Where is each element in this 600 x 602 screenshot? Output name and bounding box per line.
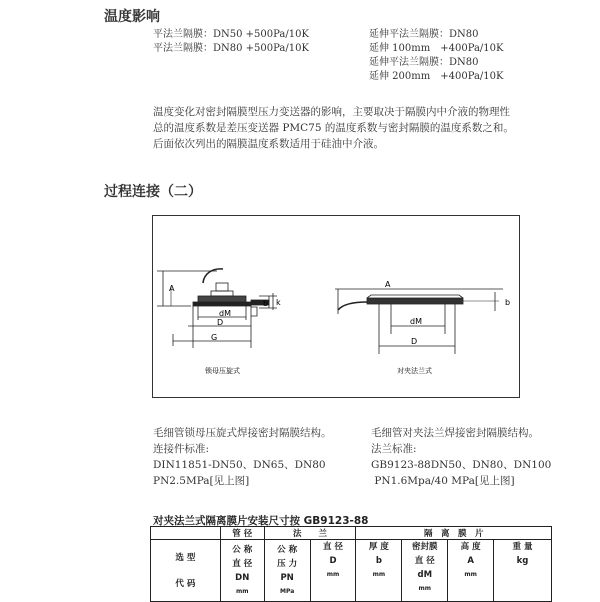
- connection-diagram: [153, 216, 519, 397]
- desc-line: 连接件标准:: [153, 443, 210, 455]
- col-a: 高 度 A mm: [448, 540, 494, 602]
- temp-left-line: 平法兰隔膜：DN80 +500Pa/10K: [153, 43, 309, 54]
- flange-disc: [367, 298, 463, 304]
- body-top: [216, 283, 228, 291]
- header-empty-cell: [151, 527, 221, 540]
- table-title: 对夹法兰式隔离膜片安装尺寸按 GB9123-88: [153, 515, 369, 527]
- paragraph-line: 温度变化对密封隔膜型压力变送器的影响，主要取决于隔膜内中介液的物理性: [153, 106, 510, 118]
- caption-nut-screw: 锁母压旋式: [205, 367, 240, 375]
- dim-g-left: G: [211, 333, 218, 342]
- desc-line: 毛细管锁母压旋式焊接密封隔膜结构。: [153, 427, 332, 439]
- section-title-process: 过程连接（二）: [104, 184, 202, 200]
- model-cell: [151, 540, 221, 602]
- desc-line: GB9123-88DN50、DN80、DN100: [371, 459, 552, 471]
- col-b: 厚 度 b mm: [356, 540, 402, 602]
- section-title-temperature: 温度影响: [104, 9, 160, 25]
- temp-paragraph: [153, 104, 593, 152]
- temp-right-line: 延伸平法兰隔膜：DN80: [369, 29, 479, 40]
- col-dn: 公 称 直 径 DN mm: [220, 540, 264, 602]
- header-diaphragm: 隔 离 膜 片: [356, 527, 552, 540]
- temp-right-specs: [369, 28, 504, 84]
- temp-right-line: 延伸 200mm +400Pa/10K: [369, 71, 504, 82]
- desc-wafer-flange: [371, 425, 551, 489]
- dim-d-left: D: [217, 318, 224, 327]
- dim-k-left: k: [276, 298, 281, 307]
- desc-line: 毛细管对夹法兰焊接密封隔膜结构。: [371, 427, 539, 439]
- col-d: 直 径 D mm: [310, 540, 356, 602]
- dim-b-right: b: [505, 298, 511, 307]
- dim-d-right: D: [411, 337, 418, 346]
- table-header-row: [151, 527, 552, 540]
- model-label: 选 型: [175, 552, 196, 563]
- dim-dm-right: dM: [410, 317, 422, 326]
- body-neck: [211, 291, 233, 296]
- desc-line: 法兰标准:: [371, 443, 417, 455]
- desc-line: DIN11851-DN50、DN65、DN80: [153, 459, 326, 471]
- temp-left-line: 平法兰隔膜：DN50 +500Pa/10K: [153, 29, 309, 40]
- temp-right-line: 延伸 100mm +400Pa/10K: [369, 43, 504, 54]
- desc-line: PN2.5MPa[见上图]: [153, 475, 250, 487]
- paragraph-line: 后面依次列出的隔膜温度系数适用于硅油中介液。: [153, 138, 384, 150]
- connection-figure: [152, 215, 520, 398]
- paragraph-line: 总的温度系数是差压变送器 PMC75 的温度系数与密封隔膜的温度系数之和。: [153, 122, 514, 134]
- model-code-label: 代 码: [175, 578, 196, 589]
- caption-wafer-flange: 对夹法兰式: [397, 367, 432, 375]
- dim-b-left: b: [263, 299, 269, 308]
- desc-nut-screw: [153, 425, 332, 489]
- dim-a-left: A: [169, 284, 175, 293]
- col-weight: 重 量 kg: [494, 540, 552, 602]
- temp-right-line: 延伸平法兰隔膜：DN80: [369, 57, 479, 68]
- table-subheader-row: [151, 540, 552, 602]
- col-pn: 公 称 压 力 PN MPa: [264, 540, 310, 602]
- diaphragm-plate: [193, 302, 251, 306]
- spec-table: [150, 526, 552, 602]
- col-dm: 密封膜 直 径 dM mm: [402, 540, 448, 602]
- desc-line: PN1.6Mpa/40 MPa[见上图]: [371, 475, 515, 487]
- dim-a-right: A: [385, 280, 391, 289]
- header-pipe: 管 径: [220, 527, 264, 540]
- dim-dm-left: dM: [219, 309, 231, 318]
- temp-left-specs: [153, 28, 309, 56]
- capillary-tube-right: [338, 302, 367, 310]
- header-flange: 法 兰: [264, 527, 356, 540]
